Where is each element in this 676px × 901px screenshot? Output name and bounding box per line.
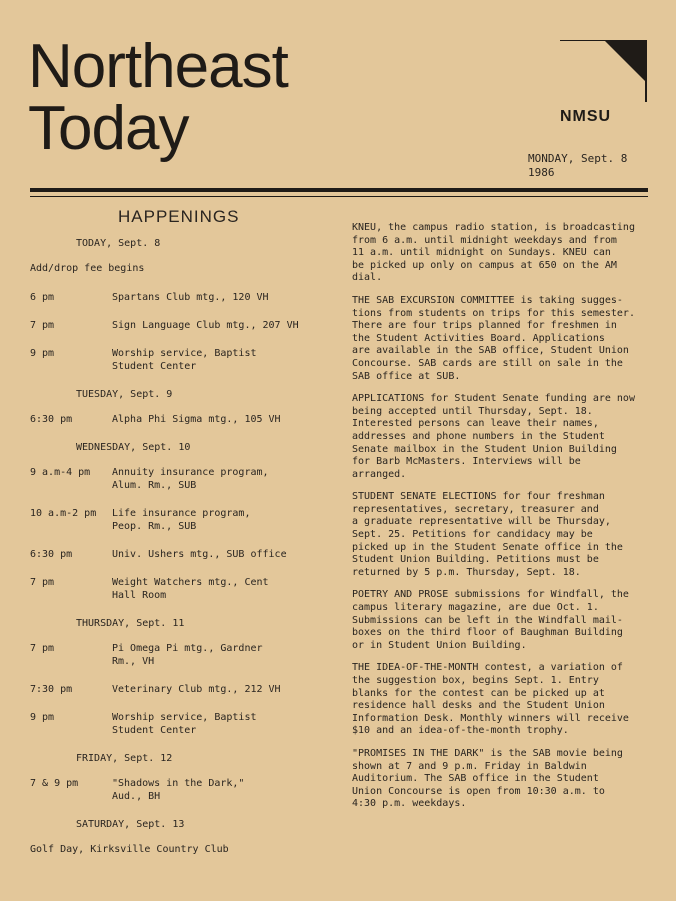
happenings-heading: HAPPENINGS [118,207,240,226]
day-note: Add/drop fee begins [30,263,145,274]
event-description: Weight Watchers mtg., Cent Hall Room [112,577,269,601]
event-description: Sign Language Club mtg., 207 VH [112,320,299,331]
masthead-title-line2: Today [28,94,189,163]
event-description: Worship service, Baptist Student Center [112,348,257,372]
announcements-column [352,222,664,821]
day-heading: FRIDAY, Sept. 12 [76,753,173,764]
day-heading: TODAY, Sept. 8 [76,238,161,249]
event-time: 9 pm [30,712,55,723]
event-description: Univ. Ushers mtg., SUB office [112,549,287,560]
event-row [30,466,340,492]
event-row [30,711,340,737]
event-description: Life insurance program, Peop. Rm., SUB [112,508,251,532]
day-heading: TUESDAY, Sept. 9 [76,389,173,400]
announcement-paragraph: THE IDEA-OF-THE-MONTH contest, a variation of the suggestion box, begins Sept. 1. Entry blanks for the contest can be picked up at residence hall desks and the Student Union Information Desk. Monthly winners will receive $10 and an idea-of-the-month trophy. [352,662,629,737]
issue-date-day: MONDAY, Sept. 8 [528,152,628,165]
event-row [30,507,340,533]
event-time: 6:30 pm [30,414,73,425]
event-time: 7:30 pm [30,684,73,695]
masthead-title-line1: Northeast [28,32,288,101]
happenings-column [30,208,340,872]
event-time: 7 pm [30,577,55,588]
event-row [30,777,340,803]
event-time: 7 & 9 pm [30,778,79,789]
announcement-paragraph: THE SAB EXCURSION COMMITTEE is taking sugges- tions from students on trips for this semester. There are four trips planned for freshmen in the Student Activities Board. Applications are available in the SAB office, Student Union Concourse. SAB cards are still on sale in the SAB office at SUB. [352,294,635,382]
announcement-paragraph: "PROMISES IN THE DARK" is the SAB movie being shown at 7 and 9 p.m. Friday in Baldwin Auditorium. The SAB office in the Student Union Concourse is open from 10:30 a.m. to 4:30 p.m. weekdays. [352,747,623,810]
event-time: 10 a.m-2 pm [30,508,97,519]
day-heading: SATURDAY, Sept. 13 [76,819,185,830]
announcement-paragraph: STUDENT SENATE ELECTIONS for four freshman representatives, secretary, treasurer and a graduate representative will be Thursday, Sept. 25. Petitions for candidacy may be picked up in the Student Senate office in the Student Union Building. Petitions must be returned by 5 p.m. Thursday, Sept. 18. [352,491,623,578]
event-description: Spartans Club mtg., 120 VH [112,292,269,303]
event-row [30,319,340,332]
issue-date-year: 1986 [528,166,555,179]
issue-date [528,152,668,180]
event-time: 7 pm [30,320,55,331]
event-time: 6 pm [30,292,55,303]
day-heading: THURSDAY, Sept. 11 [76,618,185,629]
event-description: Veterinary Club mtg., 212 VH [112,684,281,695]
event-row [30,576,340,602]
day-heading: WEDNESDAY, Sept. 10 [76,442,191,453]
masthead-rule-thick [30,188,648,192]
masthead-rule-thin [30,196,648,197]
announcement-paragraph: POETRY AND PROSE submissions for Windfall, the campus literary magazine, are due Oct. 1. Submissions can be left in the Windfall mail- boxes on the third floor of Baughman Building or in Student Union Building. [352,589,629,651]
event-time: 7 pm [30,643,55,654]
event-row [30,347,340,373]
event-time: 6:30 pm [30,549,73,560]
event-description: Annuity insurance program, Alum. Rm., SUB [112,467,269,491]
event-row [30,413,340,426]
masthead-title [28,32,288,163]
event-row [30,548,340,561]
day-note: Golf Day, Kirksville Country Club [30,844,229,855]
event-description: Pi Omega Pi mtg., Gardner Rm., VH [112,643,263,667]
announcement-paragraph: KNEU, the campus radio station, is broadcasting from 6 a.m. until midnight weekdays and from 11 a.m. until midnight on Sundays. KNEU can be picked up only on campus at 650 on the AM dial. [352,222,635,284]
event-row [30,642,340,668]
logo-label: NMSU [560,108,612,125]
event-description: Alpha Phi Sigma mtg., 105 VH [112,414,281,425]
event-description: "Shadows in the Dark," Aud., BH [112,778,245,802]
event-time: 9 a.m-4 pm [30,467,91,478]
announcement-paragraph: APPLICATIONS for Student Senate funding are now being accepted until Thursday, Sept. 18. Interested persons can leave their names, addresses and phone numbers in the Student Senate mailbox in the Student Union Building for Barb McMasters. Interviews will be arranged. [352,393,635,480]
event-time: 9 pm [30,348,55,359]
happenings-calendar [30,237,340,856]
event-row [30,291,340,304]
event-row [30,683,340,696]
event-description: Worship service, Baptist Student Center [112,712,257,736]
